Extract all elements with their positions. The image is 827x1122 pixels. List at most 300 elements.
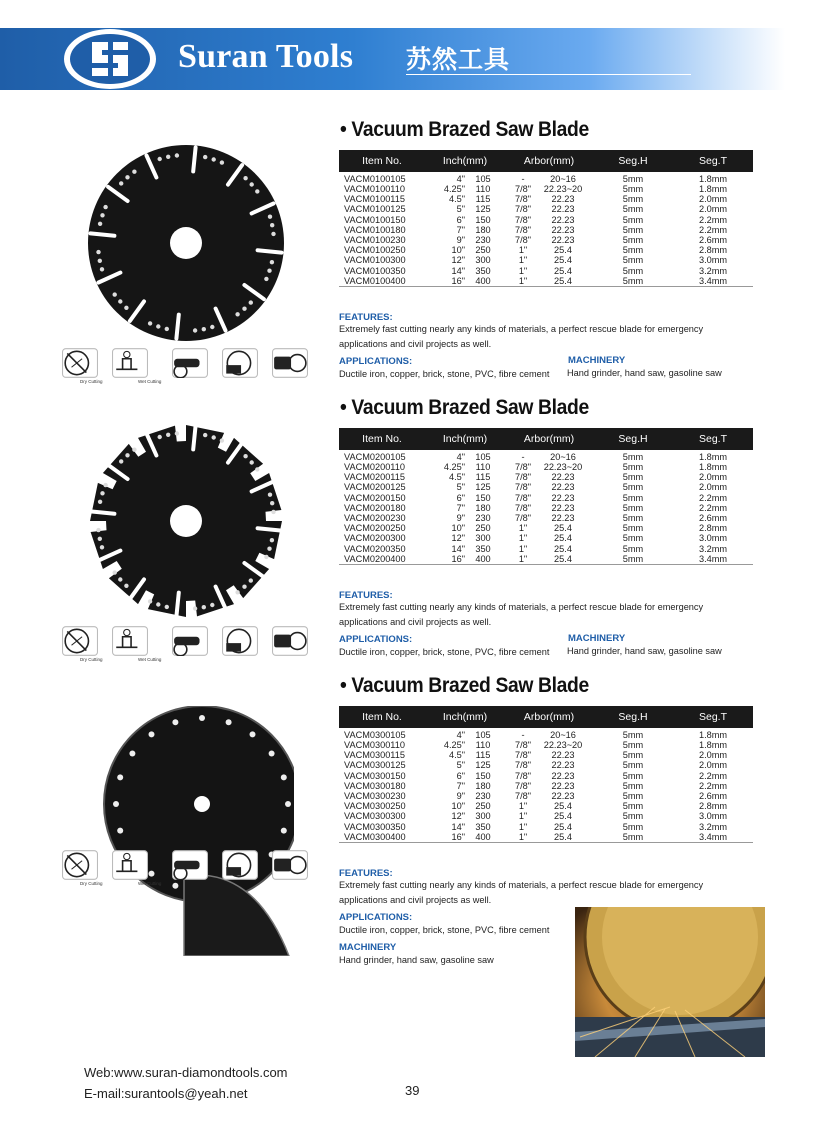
mm-value: 110 [475, 462, 491, 473]
table-cell [505, 544, 593, 554]
mm-value: 150 [475, 770, 491, 781]
mm-value: 180 [475, 502, 491, 513]
table-cell [425, 204, 505, 214]
mm-value: 300 [475, 533, 491, 544]
footer-email: E-mail:surantools@yeah.net [84, 1086, 248, 1101]
table-cell [505, 245, 593, 255]
table-cell [425, 523, 505, 533]
table-cell: 1.8mm [698, 452, 728, 462]
features-label: FEATURES: [339, 312, 393, 323]
mm-value: 400 [475, 275, 491, 286]
table-cell: 5mm [622, 801, 644, 812]
table-row [339, 204, 753, 214]
table-cell: 3.2mm [698, 821, 728, 832]
arbor-mm: 25.4 [554, 523, 572, 534]
table-cell: VACM0200115 [344, 472, 405, 483]
mm-value: 125 [475, 204, 491, 215]
table-cell: 2.2mm [698, 214, 728, 225]
table-row [339, 523, 753, 533]
wet-cutting-caption: Wet Cutting [138, 379, 162, 384]
table-cell [505, 225, 593, 235]
machinery-text: Hand grinder, hand saw, gasoline saw [567, 368, 722, 378]
mm-value: 105 [475, 730, 491, 740]
table-cell [425, 513, 505, 523]
mm-value: 350 [475, 265, 491, 276]
table-cell [505, 760, 593, 770]
table-row [339, 503, 753, 513]
inch-value: 7" [456, 224, 465, 235]
table-cell: 5mm [622, 770, 644, 781]
column-header: Seg.H [593, 150, 673, 172]
wet-cutting-icon [112, 626, 148, 656]
table-cell [505, 740, 593, 750]
table-cell [505, 493, 593, 503]
suran-logo-icon [62, 28, 158, 90]
table-cell: 5mm [622, 275, 644, 286]
table-cell: 5mm [622, 740, 644, 751]
table-cell [425, 791, 505, 801]
inch-value: 6" [456, 214, 465, 225]
arbor-mm: 22.23 [551, 513, 575, 524]
table-cell [505, 533, 593, 543]
table-cell: 2.2mm [698, 770, 728, 781]
arbor-inch: 1" [518, 801, 528, 812]
table-cell [425, 462, 505, 472]
table-cell: VACM0200250 [344, 523, 406, 534]
arbor-inch: 1" [518, 811, 528, 822]
wet-cutting-icon [112, 348, 148, 378]
table-cell: 3.2mm [698, 265, 728, 276]
inch-value: 4.5" [448, 194, 465, 205]
arbor-inch: 7/8" [514, 770, 532, 781]
inch-value: 10" [451, 801, 465, 812]
saw-blade-image [84, 706, 294, 956]
arbor-inch: 7/8" [514, 214, 532, 225]
arbor-inch: 7/8" [514, 472, 532, 483]
mm-value: 105 [475, 174, 491, 184]
table-cell: 1.8mm [698, 184, 728, 195]
table-cell: VACM0300180 [344, 780, 406, 791]
inch-value: 4.5" [448, 472, 465, 483]
column-header: Seg.T [673, 428, 753, 450]
table-cell: VACM0100250 [344, 245, 406, 256]
arbor-mm: 20~16 [550, 452, 576, 462]
spec-table [339, 150, 753, 287]
table-cell: 5mm [622, 462, 644, 473]
table-cell [505, 266, 593, 276]
table-cell [505, 822, 593, 832]
table-cell: 2.2mm [698, 502, 728, 513]
angle-grinder-icon [172, 626, 208, 656]
saw-blade-image [86, 421, 286, 621]
table-cell: 1.8mm [698, 730, 728, 740]
gasoline-saw-icon [272, 348, 308, 378]
table-cell [425, 554, 505, 565]
inch-value: 12" [451, 811, 465, 822]
table-row [339, 225, 753, 235]
spec-table [339, 706, 753, 843]
column-header: Inch(mm) [425, 150, 505, 172]
arbor-mm: 22.23 [551, 502, 575, 513]
table-row [339, 822, 753, 832]
table-row [339, 791, 753, 801]
table-cell: 2.6mm [698, 513, 728, 524]
table-row [339, 493, 753, 503]
dry-cutting-caption: Dry Cutting [80, 881, 103, 886]
table-cell: 5mm [622, 821, 644, 832]
table-cell [425, 822, 505, 832]
table-cell: 2.2mm [698, 224, 728, 235]
table-cell: 5mm [622, 502, 644, 513]
table-cell [505, 523, 593, 533]
table-cell: VACM0200300 [344, 533, 406, 544]
table-cell: VACM0300115 [344, 750, 405, 761]
gasoline-saw-icon [272, 626, 308, 656]
table-cell: 3.0mm [698, 811, 728, 822]
table-cell [505, 215, 593, 225]
column-header: Item No. [339, 150, 425, 172]
arbor-mm: 22.23 [551, 791, 575, 802]
table-cell [505, 462, 593, 472]
table-row [339, 255, 753, 265]
arbor-mm: 22.23 [551, 770, 575, 781]
table-cell [505, 750, 593, 760]
arbor-inch: 1" [518, 265, 528, 276]
table-cell [425, 184, 505, 194]
column-header: Seg.H [593, 428, 673, 450]
table-cell: VACM0300230 [344, 791, 406, 802]
table-cell: 5mm [622, 204, 644, 215]
inch-value: 4.5" [448, 750, 465, 761]
mm-value: 180 [475, 224, 491, 235]
applications-text: Ductile iron, copper, brick, stone, PVC, fibre cement [339, 925, 550, 935]
table-cell: 5mm [622, 265, 644, 276]
features-text: Extremely fast cutting nearly any kinds of materials, a perfect rescue blade for emergency [339, 324, 704, 334]
table-row [339, 450, 753, 462]
table-cell: 5mm [622, 214, 644, 225]
table-cell: 3.4mm [698, 553, 728, 564]
arbor-mm: 25.4 [554, 553, 572, 564]
table-cell: 2.6mm [698, 791, 728, 802]
mm-value: 230 [475, 235, 491, 246]
mm-value: 400 [475, 553, 491, 564]
arbor-inch: - [521, 452, 525, 462]
table-cell: 5mm [622, 533, 644, 544]
table-cell: VACM0100110 [344, 184, 405, 195]
inch-value: 9" [456, 513, 465, 524]
table-row [339, 235, 753, 245]
gasoline-saw-icon [272, 850, 308, 880]
inch-value: 6" [456, 492, 465, 503]
table-row [339, 472, 753, 482]
table-cell: 5mm [622, 245, 644, 256]
table-cell: VACM0300300 [344, 811, 406, 822]
usage-icons-row [62, 348, 322, 388]
arbor-mm: 22.23 [551, 214, 575, 225]
machinery-label: MACHINERY [339, 942, 397, 953]
inch-value: 9" [456, 791, 465, 802]
table-row [339, 781, 753, 791]
arbor-mm: 22.23 [551, 780, 575, 791]
table-cell [505, 255, 593, 265]
dry-cutting-caption: Dry Cutting [80, 657, 103, 662]
table-cell [425, 493, 505, 503]
table-cell: VACM0100400 [344, 275, 406, 286]
table-cell: VACM0200110 [344, 462, 405, 473]
arbor-mm: 25.4 [554, 831, 572, 842]
arbor-inch: 1" [518, 533, 528, 544]
table-row [339, 740, 753, 750]
table-cell: 5mm [622, 553, 644, 564]
mm-value: 350 [475, 543, 491, 554]
table-cell [505, 832, 593, 843]
arbor-inch: 7/8" [514, 750, 532, 761]
hand-saw-icon [222, 626, 258, 656]
table-cell [425, 255, 505, 265]
table-cell: 3.4mm [698, 831, 728, 842]
applications-label: APPLICATIONS: [339, 634, 413, 645]
table-cell [505, 450, 593, 462]
table-cell: VACM0100105 [344, 174, 406, 184]
arbor-mm: 25.4 [554, 255, 572, 266]
table-cell: 5mm [622, 482, 644, 493]
column-header: Inch(mm) [425, 706, 505, 728]
table-cell [505, 503, 593, 513]
applications-text: Ductile iron, copper, brick, stone, PVC, fibre cement [339, 647, 550, 657]
table-cell: 3.4mm [698, 275, 728, 286]
table-cell: 2.8mm [698, 801, 728, 812]
arbor-mm: 22.23 [551, 472, 575, 483]
table-cell [505, 472, 593, 482]
table-cell: VACM0100115 [344, 194, 405, 205]
inch-value: 16" [451, 275, 465, 286]
arbor-mm: 25.4 [554, 801, 572, 812]
arbor-inch: 1" [518, 245, 528, 256]
arbor-mm: 22.23 [551, 194, 575, 205]
table-cell: 5mm [622, 194, 644, 205]
table-cell [425, 728, 505, 740]
table-cell [425, 503, 505, 513]
inch-value: 4.25" [443, 462, 465, 473]
table-cell: 5mm [622, 184, 644, 195]
arbor-inch: 7/8" [514, 462, 532, 473]
hand-saw-icon [222, 348, 258, 378]
table-cell [505, 184, 593, 194]
mm-value: 115 [475, 194, 491, 205]
arbor-mm: 20~16 [550, 730, 576, 740]
table-cell: 5mm [622, 760, 644, 771]
table-cell [425, 225, 505, 235]
inch-value: 16" [451, 831, 465, 842]
table-cell: 3.2mm [698, 543, 728, 554]
arbor-inch: 1" [518, 831, 528, 842]
table-cell [505, 235, 593, 245]
section-title: • Vacuum Brazed Saw Blade [340, 118, 589, 141]
features-text: applications and civil projects as well. [339, 895, 492, 905]
table-cell: VACM0100150 [344, 214, 406, 225]
inch-value: 12" [451, 533, 465, 544]
mm-value: 230 [475, 791, 491, 802]
hand-saw-icon [222, 850, 258, 880]
column-header: Item No. [339, 706, 425, 728]
arbor-mm: 22.23 [551, 224, 575, 235]
arbor-inch: 1" [518, 255, 528, 266]
table-cell: 2.0mm [698, 750, 728, 761]
table-cell [425, 771, 505, 781]
inch-value: 4" [456, 730, 465, 740]
table-row [339, 811, 753, 821]
inch-value: 4" [456, 452, 465, 462]
table-cell: VACM0100180 [344, 224, 406, 235]
arbor-mm: 22.23 [551, 750, 575, 761]
table-row [339, 554, 753, 565]
table-cell [505, 771, 593, 781]
inch-value: 5" [456, 760, 465, 771]
machinery-label: MACHINERY [568, 355, 626, 366]
arbor-inch: 7/8" [514, 780, 532, 791]
table-cell: VACM0200125 [344, 482, 406, 493]
table-cell: VACM0100350 [344, 265, 406, 276]
column-header: Item No. [339, 428, 425, 450]
section-title: • Vacuum Brazed Saw Blade [340, 396, 589, 419]
table-cell: 2.0mm [698, 472, 728, 483]
table-cell [505, 801, 593, 811]
table-cell: 5mm [622, 492, 644, 503]
arbor-inch: 1" [518, 821, 528, 832]
arbor-mm: 22.23 [551, 760, 575, 771]
brand-name-chinese: 苏然工具 [406, 45, 511, 74]
table-cell [425, 801, 505, 811]
applications-label: APPLICATIONS: [339, 912, 413, 923]
arbor-mm: 25.4 [554, 275, 572, 286]
mm-value: 105 [475, 452, 491, 462]
table-row [339, 194, 753, 204]
column-header: Seg.T [673, 150, 753, 172]
usage-icons-row [62, 850, 322, 890]
table-cell: 5mm [622, 730, 644, 740]
table-cell: VACM0100230 [344, 235, 406, 246]
mm-value: 110 [475, 184, 491, 195]
arbor-inch: 7/8" [514, 204, 532, 215]
table-row [339, 771, 753, 781]
inch-value: 16" [451, 553, 465, 564]
inch-value: 9" [456, 235, 465, 246]
table-cell: VACM0200350 [344, 543, 406, 554]
arbor-inch: 7/8" [514, 760, 532, 771]
table-cell: VACM0300400 [344, 831, 406, 842]
features-label: FEATURES: [339, 868, 393, 879]
arbor-inch: - [521, 174, 525, 184]
arbor-mm: 25.4 [554, 245, 572, 256]
table-cell [505, 482, 593, 492]
dry-cutting-caption: Dry Cutting [80, 379, 103, 384]
mm-value: 180 [475, 780, 491, 791]
wet-cutting-icon [112, 850, 148, 880]
column-header: Seg.H [593, 706, 673, 728]
mm-value: 150 [475, 214, 491, 225]
table-row [339, 462, 753, 472]
table-row [339, 184, 753, 194]
mm-value: 150 [475, 492, 491, 503]
table-cell: VACM0300125 [344, 760, 406, 771]
wet-cutting-caption: Wet Cutting [138, 657, 162, 662]
table-cell: 3.0mm [698, 533, 728, 544]
saw-blade-image [86, 143, 286, 343]
table-row [339, 266, 753, 276]
table-cell: 1.8mm [698, 174, 728, 184]
table-cell: VACM0300105 [344, 730, 406, 740]
table-cell [425, 450, 505, 462]
table-cell: 5mm [622, 472, 644, 483]
table-cell [505, 728, 593, 740]
table-row [339, 801, 753, 811]
table-cell: 2.0mm [698, 204, 728, 215]
table-cell [505, 513, 593, 523]
table-cell [425, 781, 505, 791]
column-header: Arbor(mm) [505, 428, 593, 450]
column-header: Inch(mm) [425, 428, 505, 450]
arbor-inch: 7/8" [514, 224, 532, 235]
column-header: Arbor(mm) [505, 150, 593, 172]
arbor-mm: 25.4 [554, 533, 572, 544]
table-cell: 2.8mm [698, 523, 728, 534]
table-cell [505, 811, 593, 821]
spec-table [339, 428, 753, 565]
table-cell: 5mm [622, 174, 644, 184]
wet-cutting-caption: Wet Cutting [138, 881, 162, 886]
dry-cutting-icon [62, 850, 98, 880]
table-cell [425, 750, 505, 760]
table-cell: 5mm [622, 255, 644, 266]
table-row [339, 172, 753, 184]
inch-value: 10" [451, 523, 465, 534]
inch-value: 10" [451, 245, 465, 256]
table-cell: 2.8mm [698, 245, 728, 256]
table-cell: VACM0100125 [344, 204, 406, 215]
section-title: • Vacuum Brazed Saw Blade [340, 674, 589, 697]
dry-cutting-icon [62, 626, 98, 656]
arbor-inch: 1" [518, 523, 528, 534]
mm-value: 250 [475, 523, 491, 534]
table-cell [425, 811, 505, 821]
arbor-mm: 22.23 [551, 482, 575, 493]
mm-value: 300 [475, 255, 491, 266]
inch-value: 7" [456, 780, 465, 791]
table-cell: VACM0300150 [344, 770, 406, 781]
table-cell: VACM0200105 [344, 452, 406, 462]
table-cell [505, 276, 593, 287]
table-cell: 2.0mm [698, 482, 728, 493]
table-cell: 5mm [622, 543, 644, 554]
table-cell: VACM0300350 [344, 821, 406, 832]
cutting-photo [575, 907, 765, 1057]
arbor-mm: 22.23 [551, 204, 575, 215]
mm-value: 300 [475, 811, 491, 822]
arbor-inch: 7/8" [514, 502, 532, 513]
table-row [339, 544, 753, 554]
table-cell: 5mm [622, 791, 644, 802]
mm-value: 115 [475, 750, 491, 761]
arbor-mm: 25.4 [554, 543, 572, 554]
table-cell: 3.0mm [698, 255, 728, 266]
table-cell [425, 215, 505, 225]
table-cell [505, 194, 593, 204]
table-row [339, 513, 753, 523]
arbor-inch: 7/8" [514, 513, 532, 524]
table-cell [505, 204, 593, 214]
table-cell: 5mm [622, 224, 644, 235]
table-cell [505, 172, 593, 184]
